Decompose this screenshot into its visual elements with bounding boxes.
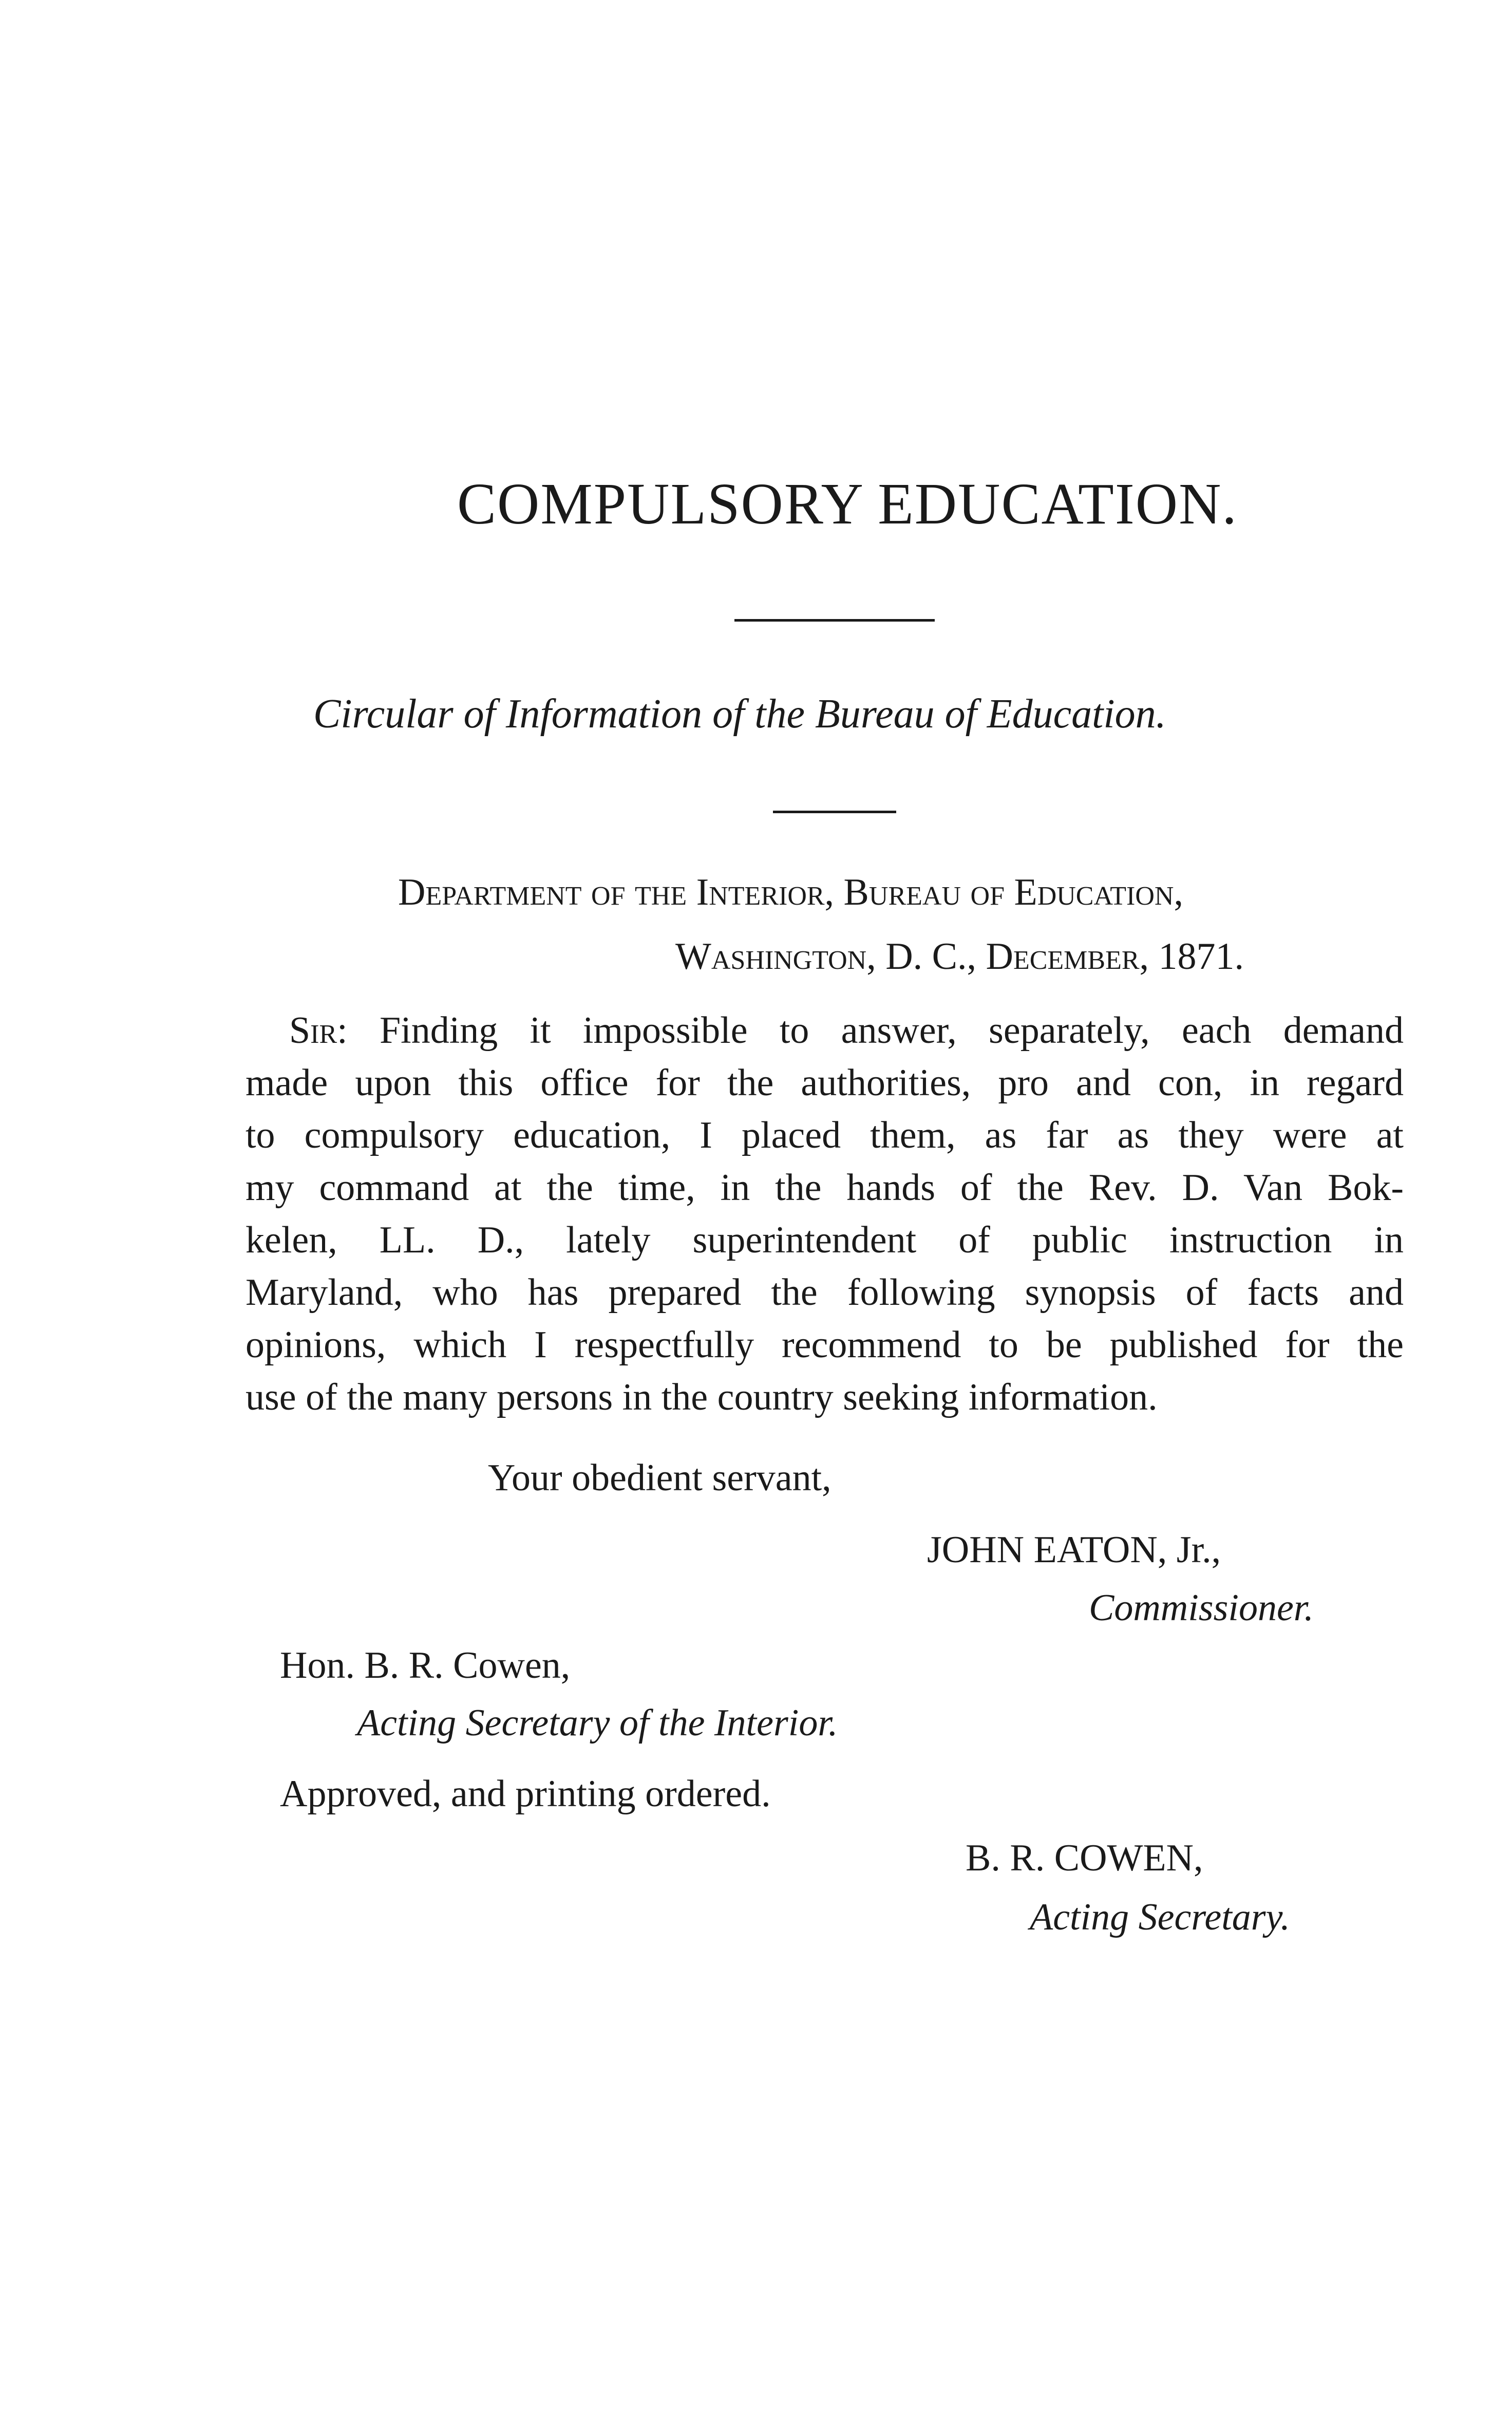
- approval-note: Approved, and printing ordered.: [280, 1773, 771, 1815]
- body-line: my command at the time, in the hands of the Rev. D. Van Bok-: [245, 1167, 1404, 1209]
- body-line: use of the many persons in the country seeking information.: [245, 1376, 1158, 1418]
- closing: Your obedient servant,: [488, 1457, 831, 1499]
- circular-subtitle: Circular of Information of the Bureau of Education.: [313, 691, 1166, 737]
- body-line: Maryland, who has prepared the following synopsis of facts and: [245, 1271, 1404, 1314]
- subtitle-divider: [773, 811, 896, 813]
- page-title: COMPULSORY EDUCATION.: [457, 471, 1238, 536]
- body-line: opinions, which I respectfully recommend to be published for the: [245, 1324, 1404, 1366]
- salutation: Sir:: [289, 1009, 348, 1052]
- letter-body: [245, 1004, 1404, 1423]
- place-date-line: Washington, D. C., December, 1871.: [675, 935, 1244, 978]
- body-line: Sir: Finding it impossible to answer, separately, each demand: [289, 1009, 1404, 1052]
- signer-name: JOHN EATON, Jr.,: [927, 1529, 1221, 1571]
- addressee: Hon. B. R. Cowen,: [280, 1644, 571, 1687]
- department-line: Department of the Interior, Bureau of Education,: [398, 871, 1183, 913]
- body-line: made upon this office for the authorities, pro and con, in regard: [245, 1062, 1404, 1104]
- approver-title: Acting Secretary.: [1030, 1896, 1290, 1938]
- approver-name: B. R. COWEN,: [966, 1837, 1203, 1879]
- addressee-title: Acting Secretary of the Interior.: [357, 1702, 838, 1744]
- signer-title: Commissioner.: [1089, 1587, 1314, 1629]
- body-line: kelen, LL. D., lately superintendent of public instruction in: [245, 1219, 1404, 1261]
- title-divider: [734, 619, 935, 622]
- body-line: to compulsory education, I placed them, as far as they were at: [245, 1114, 1404, 1156]
